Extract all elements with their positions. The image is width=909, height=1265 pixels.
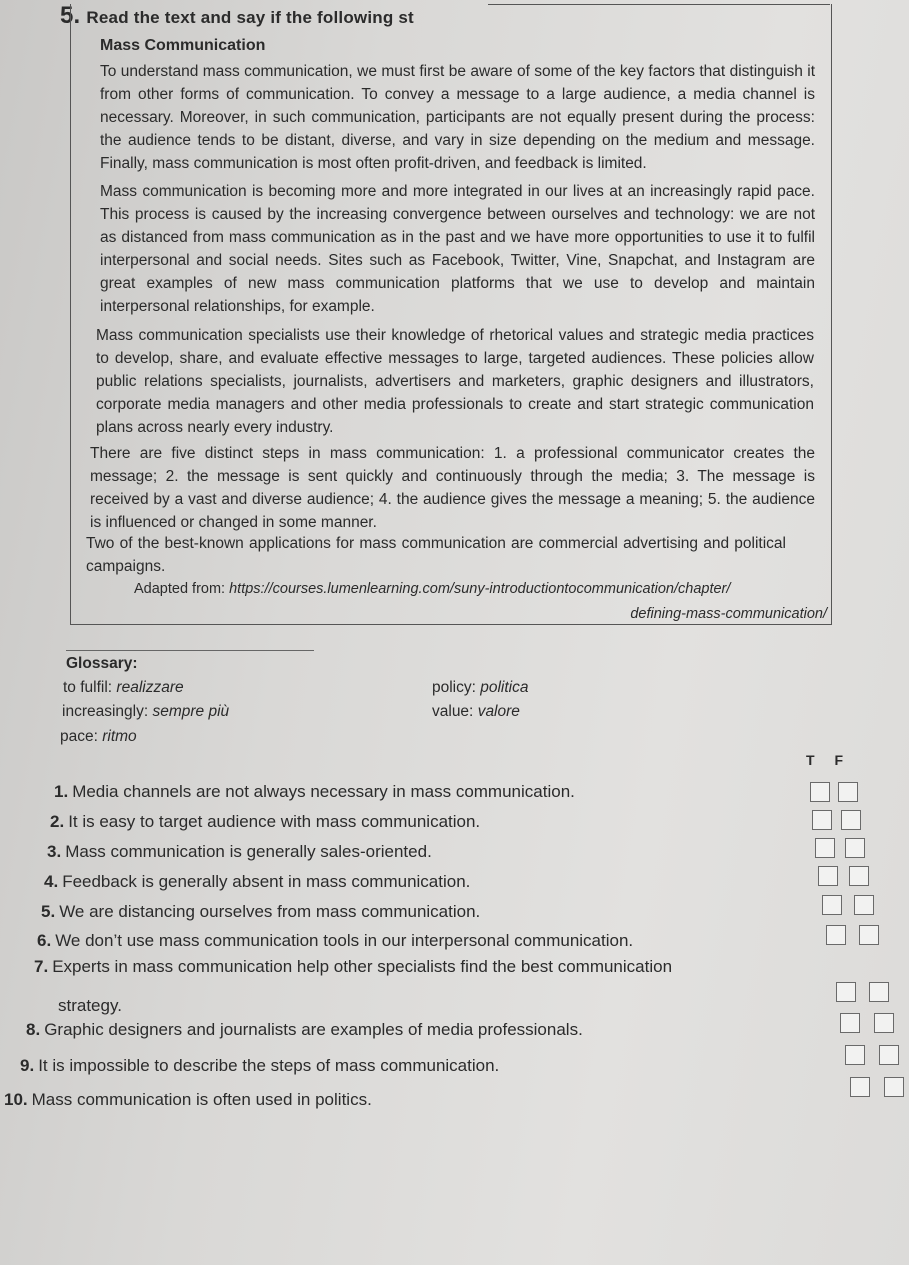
q2-true-checkbox[interactable] [812, 810, 832, 830]
glossary-item [63, 679, 184, 697]
question-text: Mass communication is often used in politics. [31, 1090, 372, 1109]
false-column-label: F [834, 752, 844, 768]
glossary-term: increasingly: [62, 703, 149, 720]
question-number: 7. [34, 957, 49, 976]
glossary-divider [66, 650, 314, 651]
question-number: 9. [20, 1056, 35, 1075]
question-7 [34, 957, 672, 977]
question-2 [50, 812, 480, 832]
frame-top-border [488, 4, 830, 5]
q10-true-checkbox[interactable] [850, 1077, 870, 1097]
question-7-continued: strategy. [58, 996, 122, 1015]
article-title: Mass Communication [100, 37, 266, 54]
q9-false-checkbox[interactable] [879, 1045, 899, 1065]
q6-true-checkbox[interactable] [826, 925, 846, 945]
question-number: 1. [54, 782, 69, 801]
question-6 [37, 931, 633, 951]
q3-false-checkbox[interactable] [845, 838, 865, 858]
glossary-item [60, 728, 137, 746]
q7-true-checkbox[interactable] [836, 982, 856, 1002]
source-line-1 [134, 581, 730, 597]
question-text: Feedback is generally absent in mass communication. [62, 872, 471, 891]
article-paragraph-1: To understand mass communication, we must first be aware of some of the key factors that distinguish it from other forms of communication. To convey a message to a large audience, a media channel is necessary. Moreover, in such communication, participants are not equally present during the process: the audience tends to be distant, diverse, and vary in size depending on the medium and message. Finally, mass communication is most often profit-driven, and feedback is limited. [100, 63, 815, 172]
question-text: Media channels are not always necessary in mass communication. [72, 782, 575, 801]
glossary-term: to fulfil: [63, 679, 113, 696]
question-text: Experts in mass communication help other specialists find the best communication [52, 957, 673, 976]
question-1 [54, 782, 575, 802]
source-url-part-1: https://courses.lumenlearning.com/suny-introductiontocommunication/chapter/ [229, 581, 731, 597]
glossary-translation: valore [477, 703, 520, 720]
glossary-term: pace: [60, 728, 98, 745]
q8-false-checkbox[interactable] [874, 1013, 894, 1033]
true-column-label: T [806, 752, 815, 768]
article-paragraph-5: Two of the best-known applications for mass communication are commercial advertising and political campaigns. [86, 535, 786, 575]
question-number: 6. [37, 931, 52, 950]
q1-true-checkbox[interactable] [810, 782, 830, 802]
q10-false-checkbox[interactable] [884, 1077, 904, 1097]
question-10 [4, 1090, 372, 1110]
q9-true-checkbox[interactable] [845, 1045, 865, 1065]
true-false-header [806, 752, 843, 768]
question-text: We don’t use mass communication tools in our interpersonal communication. [55, 931, 634, 950]
question-9 [20, 1056, 499, 1076]
question-4 [44, 872, 470, 892]
glossary-translation: ritmo [102, 728, 137, 745]
q3-true-checkbox[interactable] [815, 838, 835, 858]
glossary-translation: politica [480, 679, 529, 696]
exercise-number: 5. [60, 2, 81, 29]
glossary-translation: realizzare [116, 679, 184, 696]
question-number: 3. [47, 842, 62, 861]
q4-false-checkbox[interactable] [849, 866, 869, 886]
question-number: 10. [4, 1090, 28, 1109]
source-prefix: Adapted from: [134, 581, 226, 597]
question-text: It is easy to target audience with mass communication. [68, 812, 481, 831]
glossary-item [432, 703, 520, 721]
glossary-item [432, 679, 529, 697]
article-paragraph-2: Mass communication is becoming more and more integrated in our lives at an increasingly rapid pace. This process is caused by the increasing convergence between ourselves and technology: we are not as distanced from mass communication as in the past and we have more opportunities to use it to fulfil interpersonal and social needs. Sites such as Facebook, Twitter, Vine, Snapchat, and Instagram are great examples of new mass communication platforms that we use to develop and maintain interpersonal relationships, for example. [100, 183, 815, 315]
q4-true-checkbox[interactable] [818, 866, 838, 886]
article-paragraph-4: There are five distinct steps in mass communication: 1. a professional communicator creates the message; 2. the message is sent quickly and continuously through the media; 3. The message is received by a vast and diverse audience; 4. the audience gives the message a meaning; 5. the audience is influenced or changed in some manner. [90, 445, 815, 531]
glossary-item [62, 703, 229, 721]
question-8 [26, 1020, 583, 1040]
question-text: Graphic designers and journalists are examples of media professionals. [44, 1020, 583, 1039]
q6-false-checkbox[interactable] [859, 925, 879, 945]
article-paragraph-3: Mass communication specialists use their knowledge of rhetorical values and strategic media practices to develop, share, and evaluate effective messages to large, targeted audiences. These policies allow public relations specialists, journalists, advertisers and marketers, graphic designers and illustrators, corporate media managers and other media professionals to create and start strategic communication plans across nearly every industry. [96, 327, 814, 436]
source-url-part-2: defining-mass-communication/ [630, 606, 827, 622]
q7-false-checkbox[interactable] [869, 982, 889, 1002]
glossary-term: value: [432, 703, 474, 720]
q8-true-checkbox[interactable] [840, 1013, 860, 1033]
question-text: We are distancing ourselves from mass communication. [59, 902, 481, 921]
q2-false-checkbox[interactable] [841, 810, 861, 830]
question-number: 4. [44, 872, 59, 891]
glossary-translation: sempre più [152, 703, 230, 720]
exercise-instruction: Read the text and say if the following st [86, 8, 414, 27]
glossary-heading: Glossary: [66, 655, 138, 672]
q5-true-checkbox[interactable] [822, 895, 842, 915]
question-5 [41, 902, 480, 922]
q5-false-checkbox[interactable] [854, 895, 874, 915]
question-number: 8. [26, 1020, 41, 1039]
question-3 [47, 842, 432, 862]
question-number: 2. [50, 812, 65, 831]
question-number: 5. [41, 902, 56, 921]
question-text: It is impossible to describe the steps of mass communication. [38, 1056, 500, 1075]
question-text: Mass communication is generally sales-oriented. [65, 842, 432, 861]
q1-false-checkbox[interactable] [838, 782, 858, 802]
glossary-term: policy: [432, 679, 476, 696]
